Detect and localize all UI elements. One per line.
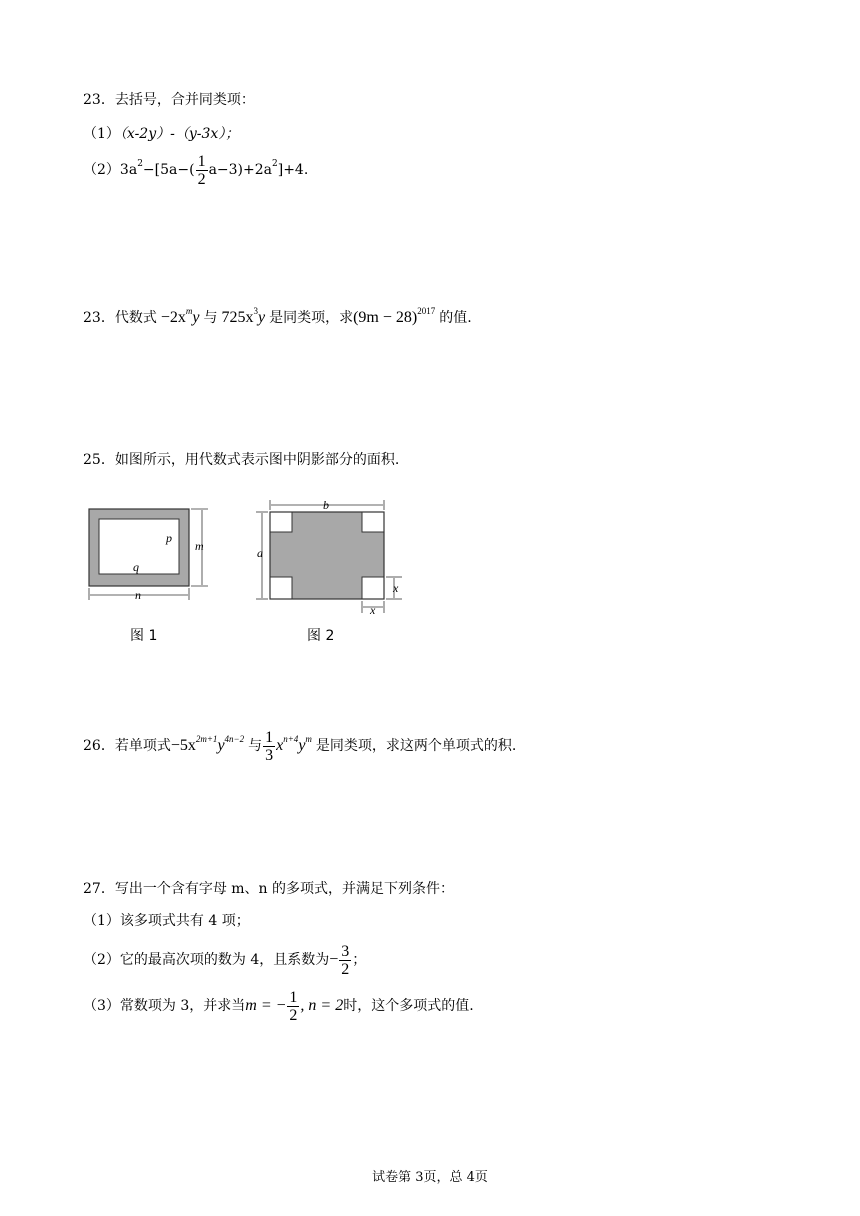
q25-text: 25．如图所示，用代数式表示图中阴影部分的面积. — [83, 452, 400, 468]
q26-end: 是同类项，求这两个单项式的积. — [315, 738, 517, 754]
part2-label: （2） — [83, 162, 120, 178]
q23a-header: 23．去括号，合并同类项： — [83, 92, 255, 108]
q27-condition-1: （1）该多项式共有 4 项； — [83, 913, 250, 929]
q27-c3-end: 时，这个多项式的值. — [343, 998, 474, 1014]
q23b-term3: $(9m - 28)^{2017}$ — [353, 306, 436, 326]
fig2-label-b: b — [323, 498, 329, 512]
part2-mid1: −[5a−( — [142, 162, 195, 178]
q27-c3-m: m = − — [245, 997, 287, 1014]
part2-sq2: 2 — [272, 159, 278, 169]
q27-c2-end: ； — [352, 952, 367, 968]
q27-c3-fraction: $\frac{1}{2}$ — [289, 988, 298, 1024]
fig2-label-a: a — [257, 546, 263, 560]
q26-conn: 与 — [248, 738, 263, 754]
q23b-term2: $725x^3y$ — [221, 306, 266, 326]
q26-term2: $x^{n+4}y^m$ — [276, 734, 312, 754]
figure-1 — [82, 500, 222, 660]
q27-condition-2 — [83, 940, 366, 980]
q23b-term1: $-2x^my$ — [160, 306, 200, 326]
part2-mid2: a−3)+2a — [208, 162, 272, 178]
fig1-label-m: m — [195, 539, 204, 553]
part1-label: （1） — [83, 126, 120, 142]
q26-term1: $-5x^{2m+1}y^{4n-2}$ — [170, 734, 245, 754]
q27-c3-pre: （3）常数项为 3，并求当 — [83, 998, 246, 1014]
q27-header: 27．写出一个含有字母 m、n 的多项式，并满足下列条件： — [83, 881, 455, 897]
q27-c2-pre: （2）它的最高次项的数为 4，且系数为 — [83, 952, 330, 968]
q27-condition-3 — [83, 986, 474, 1026]
fig1-label-p: p — [166, 531, 172, 545]
q23b-line — [83, 308, 472, 328]
q27-c3-n: , n = 2 — [300, 997, 344, 1014]
q23a-part1 — [83, 124, 239, 144]
fig2-caption: 图 2 — [307, 628, 335, 644]
q26-line — [83, 726, 516, 766]
fraction-denominator: 2 — [197, 170, 206, 188]
figure-2 — [250, 495, 420, 660]
part2-pre: 3a — [119, 162, 138, 178]
q26-num: 26．若单项式 — [83, 738, 171, 754]
fig1-label-n: n — [135, 588, 141, 602]
fraction-numerator: 1 — [197, 152, 206, 170]
q27-c2-sign: − — [329, 951, 339, 968]
part2-end: ]+4. — [277, 162, 309, 178]
q23a-part2 — [83, 150, 308, 190]
part2-fraction — [196, 153, 208, 188]
fig1-caption: 图 1 — [130, 628, 158, 644]
fig1-label-q: q — [133, 560, 139, 574]
part1-expression: （x-2y）-（y-3x）； — [119, 126, 240, 142]
q23b-conn: 与 — [203, 310, 218, 326]
fig2-label-x-horizontal: x — [370, 603, 376, 617]
q26-fraction: $\frac{1}{3}$ — [265, 728, 274, 764]
q23b-mid: 是同类项，求 — [269, 310, 354, 326]
q23b-end: 的值. — [439, 310, 472, 326]
fig2-label-x-vertical: x — [393, 581, 399, 595]
part2-sq1: 2 — [137, 159, 143, 169]
page-footer: 试卷第 3页，总 4页 — [372, 1170, 488, 1185]
q27-c2-fraction: $\frac{3}{2}$ — [341, 942, 350, 978]
q23b-num: 23．代数式 — [83, 310, 157, 326]
